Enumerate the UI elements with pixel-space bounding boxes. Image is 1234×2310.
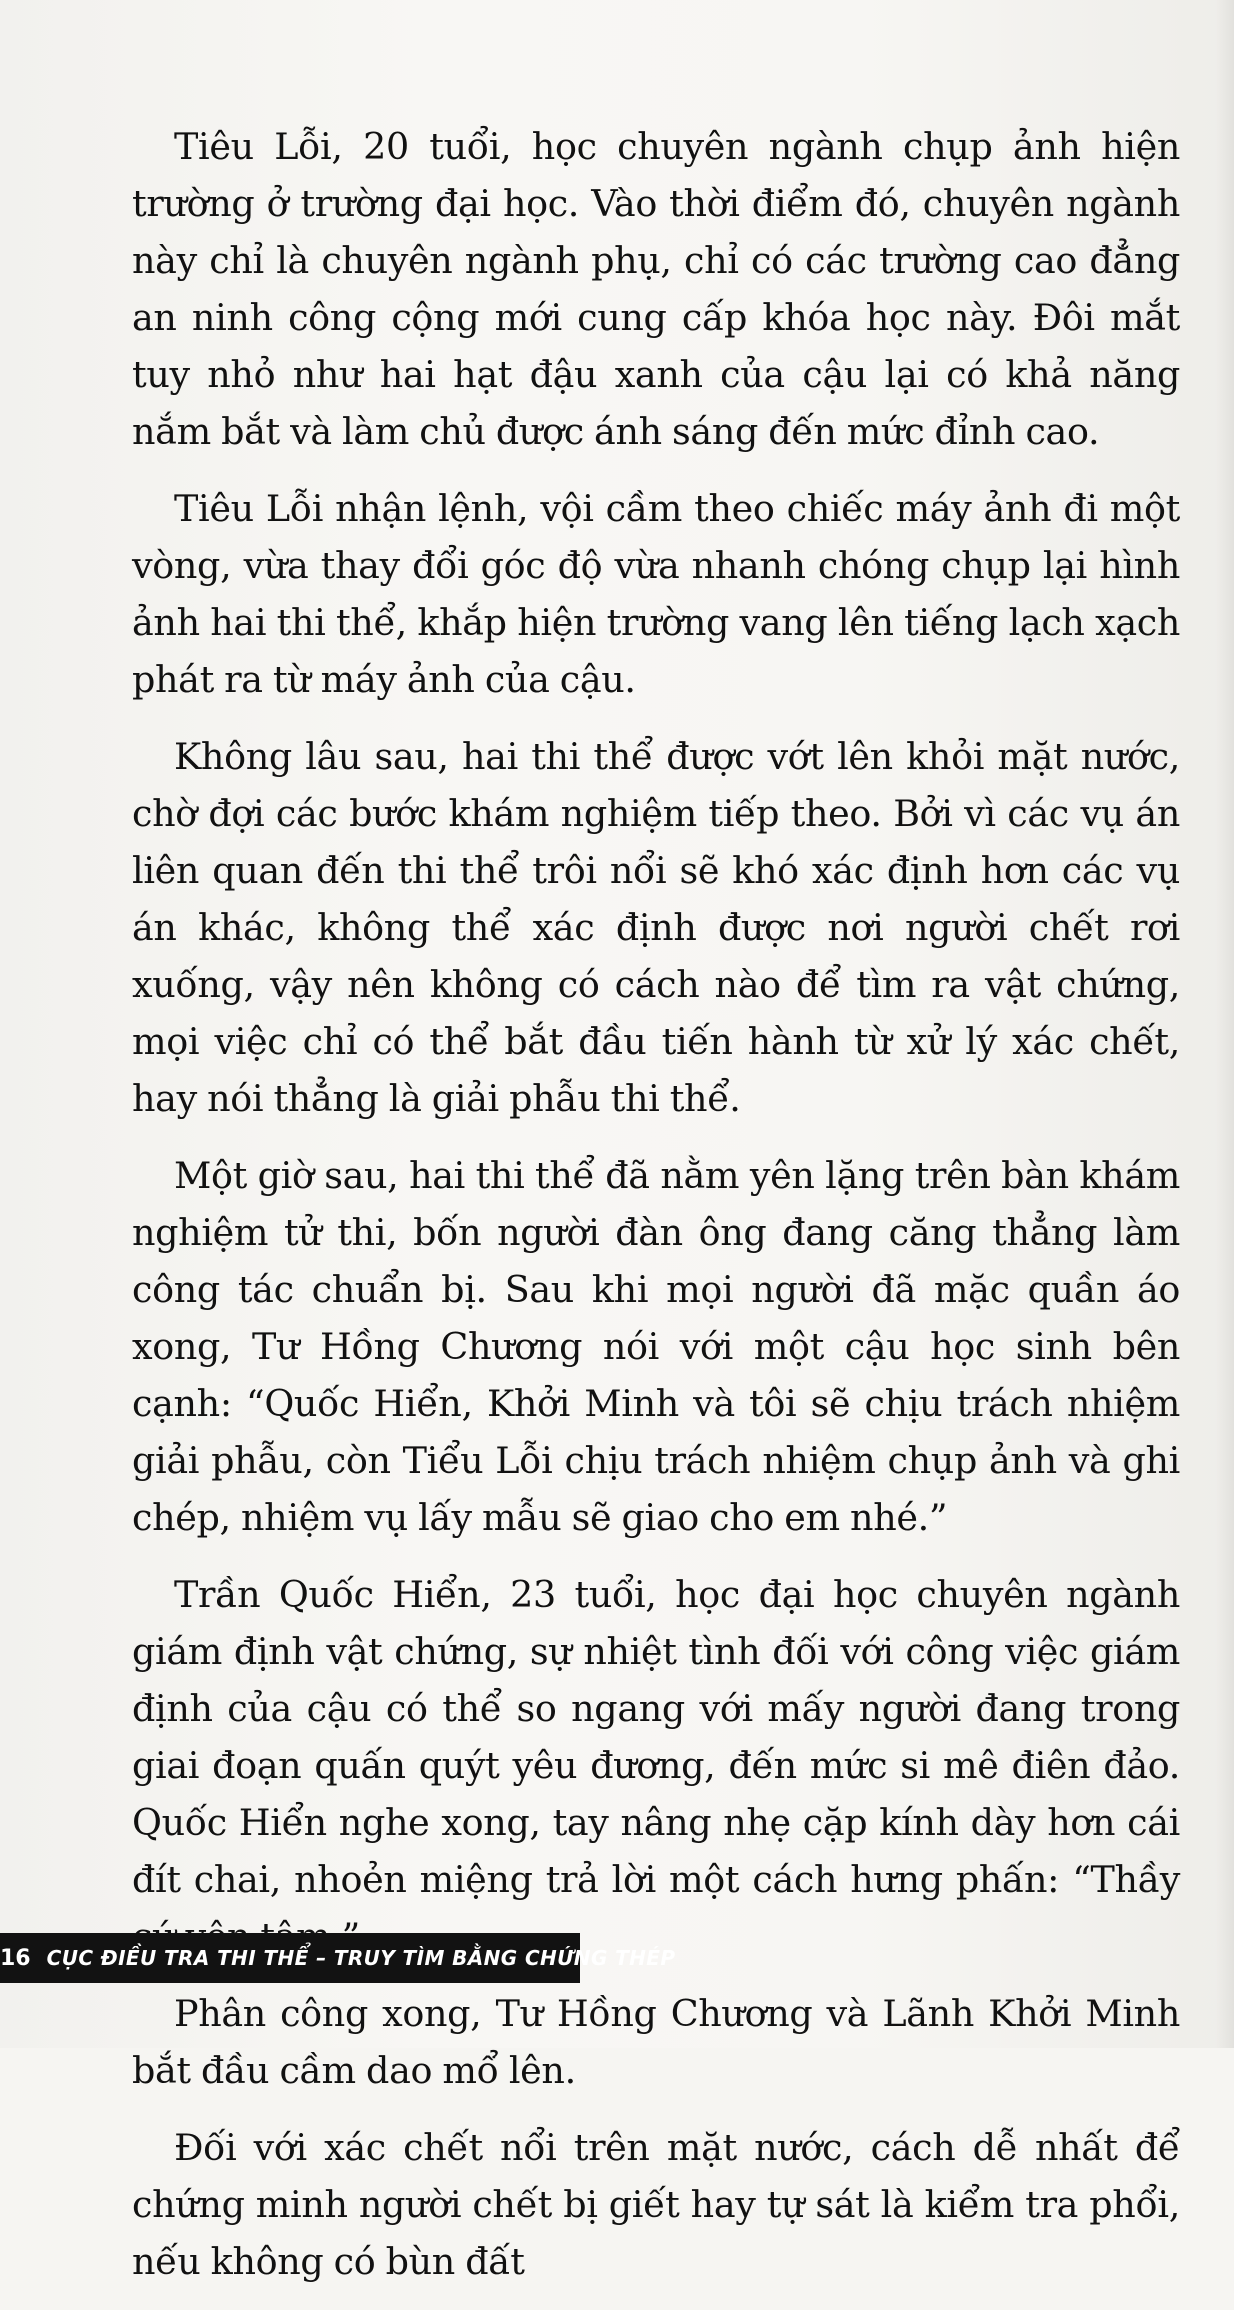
page-number: 16 (0, 1945, 31, 1971)
paragraph-7: Đối với xác chết nổi trên mặt nước, cách dễ nhất để chứng minh người chết bị giết hay tự sát là kiểm tra phổi, nếu không có bùn đất (132, 2126, 1180, 2283)
paragraph-1: Tiêu Lỗi, 20 tuổi, học chuyên ngành chụp ảnh hiện trường ở trường đại học. Vào thời điểm đó, chuyên ngành này chỉ là chuyên ngành phụ, chỉ có các trường cao đẳng an ninh công cộng mới cung cấp khóa học này. Đôi mắt tuy nhỏ như hai hạt đậu xanh của cậu lại có khả năng nắm bắt và làm chủ được ánh sáng đến mức đỉnh cao. (132, 125, 1180, 453)
paragraph-4: Một giờ sau, hai thi thể đã nằm yên lặng trên bàn khám nghiệm tử thi, bốn người đàn ông đang căng thẳng làm công tác chuẩn bị. Sau khi mọi người đã mặc quần áo xong, Tư Hồng Chương nói với một cậu học sinh bên cạnh: “Quốc Hiển, Khởi Minh và tôi sẽ chịu trách nhiệm giải phẫu, còn Tiểu Lỗi chịu trách nhiệm chụp ảnh và ghi chép, nhiệm vụ lấy mẫu sẽ giao cho em nhé.” (132, 1154, 1180, 1539)
running-title: CỤC ĐIỀU TRA THI THỂ – TRUY TÌM BẰNG CHỨNG THÉP (46, 1946, 676, 1970)
paragraph-3: Không lâu sau, hai thi thể được vớt lên khỏi mặt nước, chờ đợi các bước khám nghiệm tiếp theo. Bởi vì các vụ án liên quan đến thi thể trôi nổi sẽ khó xác định hơn các vụ án khác, không thể xác định được nơi người chết rơi xuống, vậy nên không có cách nào để tìm ra vật chứng, mọi việc chỉ có thể bắt đầu tiến hành từ xử lý xác chết, hay nói thẳng là giải phẫu thi thể. (132, 735, 1180, 1120)
paragraph-5: Trần Quốc Hiển, 23 tuổi, học đại học chuyên ngành giám định vật chứng, sự nhiệt tình đối với công việc giám định của cậu có thể so ngang với mấy người đang trong giai đoạn quấn quýt yêu đương, đến mức si mê điên đảo. Quốc Hiển nghe xong, tay nâng nhẹ cặp kính dày hơn cái đít chai, nhoẻn miệng trả lời một cách hưng phấn: “Thầy (132, 1573, 1180, 1901)
paragraph-2: Tiêu Lỗi nhận lệnh, vội cầm theo chiếc máy ảnh đi một vòng, vừa thay đổi góc độ vừa nhanh chóng chụp lại hình ảnh hai thi thể, khắp hiện trường vang lên tiếng lạch xạch phát ra từ máy ảnh của cậu. (132, 487, 1180, 701)
footer-bar (0, 1933, 676, 1983)
page-edge-shadow (1216, 0, 1234, 2048)
paragraph-6: Phân công xong, Tư Hồng Chương và Lãnh Khởi Minh bắt đầu cầm dao mổ lên. (132, 1992, 1180, 2092)
page-footer (0, 1933, 676, 1983)
